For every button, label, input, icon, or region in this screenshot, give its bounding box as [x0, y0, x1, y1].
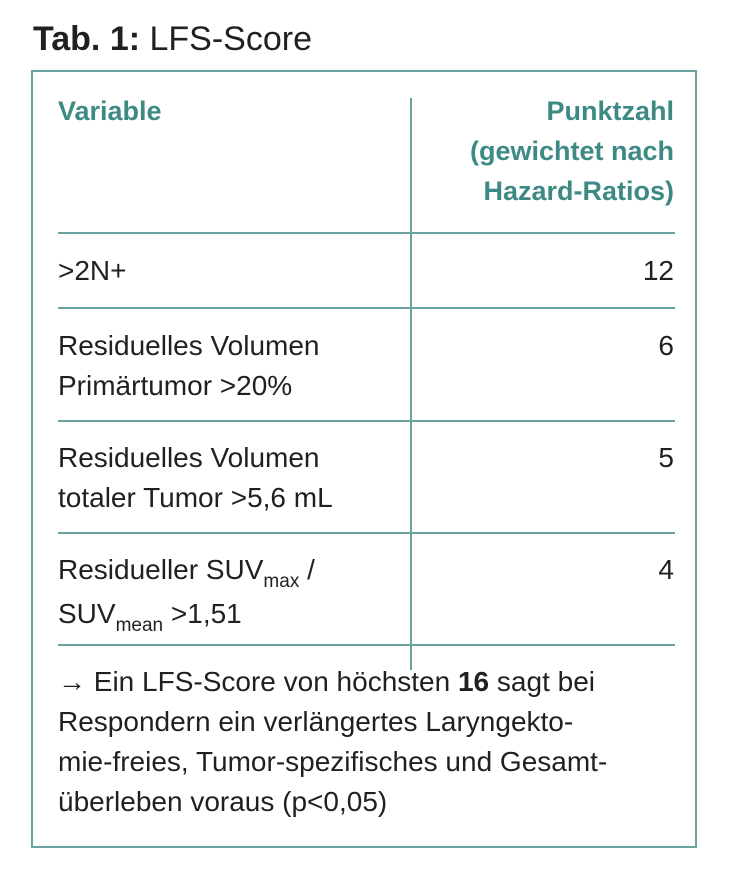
- subscript-mean: mean: [115, 615, 164, 636]
- column-divider: [410, 98, 412, 670]
- table-row-points: 12: [642, 255, 674, 286]
- table-row-points: 4: [658, 554, 674, 585]
- row-divider: [58, 644, 675, 646]
- header-variable: [58, 91, 403, 131]
- row-divider: [58, 532, 675, 534]
- table-row-variable: [58, 550, 403, 638]
- variable-text: /: [299, 554, 315, 585]
- variable-line: totaler Tumor >5,6 mL: [58, 482, 333, 513]
- variable-line: Residuelles Volumen: [58, 442, 320, 473]
- table-caption: [33, 18, 312, 60]
- table-row-points: 5: [658, 442, 674, 473]
- note-line: Respondern ein verlängertes Laryngekto-: [58, 706, 574, 737]
- variable-line: >2N+: [58, 255, 127, 286]
- table-row-variable: [58, 251, 403, 291]
- header-points-line: Punktzahl: [546, 96, 674, 126]
- header-points: [418, 91, 674, 211]
- row-divider: [58, 307, 675, 309]
- variable-text: Residueller SUV: [58, 554, 264, 585]
- table-note: [58, 662, 678, 822]
- note-line: mie-freies, Tumor-spezifisches und Gesamt-: [58, 746, 608, 777]
- note-text: Ein LFS-Score von höchsten: [86, 666, 458, 697]
- header-points-line: (gewichtet nach: [469, 136, 674, 166]
- variable-line: [58, 594, 403, 638]
- variable-line: Primärtumor >20%: [58, 370, 293, 401]
- caption-title: LFS-Score: [149, 20, 312, 58]
- table-row-variable: [58, 438, 403, 518]
- variable-line: [58, 550, 403, 594]
- subscript-max: max: [263, 571, 300, 592]
- caption-label: Tab. 1:: [33, 20, 141, 58]
- variable-line: Residuelles Volumen: [58, 330, 320, 361]
- table-row-variable: [58, 326, 403, 406]
- table-row-points: 6: [658, 330, 674, 361]
- score-table: [31, 70, 697, 848]
- header-points-line: Hazard-Ratios): [483, 176, 674, 206]
- variable-text: >1,51: [163, 598, 242, 629]
- row-divider: [58, 420, 675, 422]
- note-line: [58, 662, 678, 702]
- note-score-value: 16: [457, 666, 490, 697]
- header-variable-label: Variable: [58, 96, 162, 126]
- row-divider: [58, 232, 675, 234]
- note-text: sagt bei: [489, 666, 595, 697]
- arrow-icon: →: [58, 666, 86, 697]
- variable-text: SUV: [58, 598, 116, 629]
- note-line: überleben voraus (p<0,05): [58, 786, 388, 817]
